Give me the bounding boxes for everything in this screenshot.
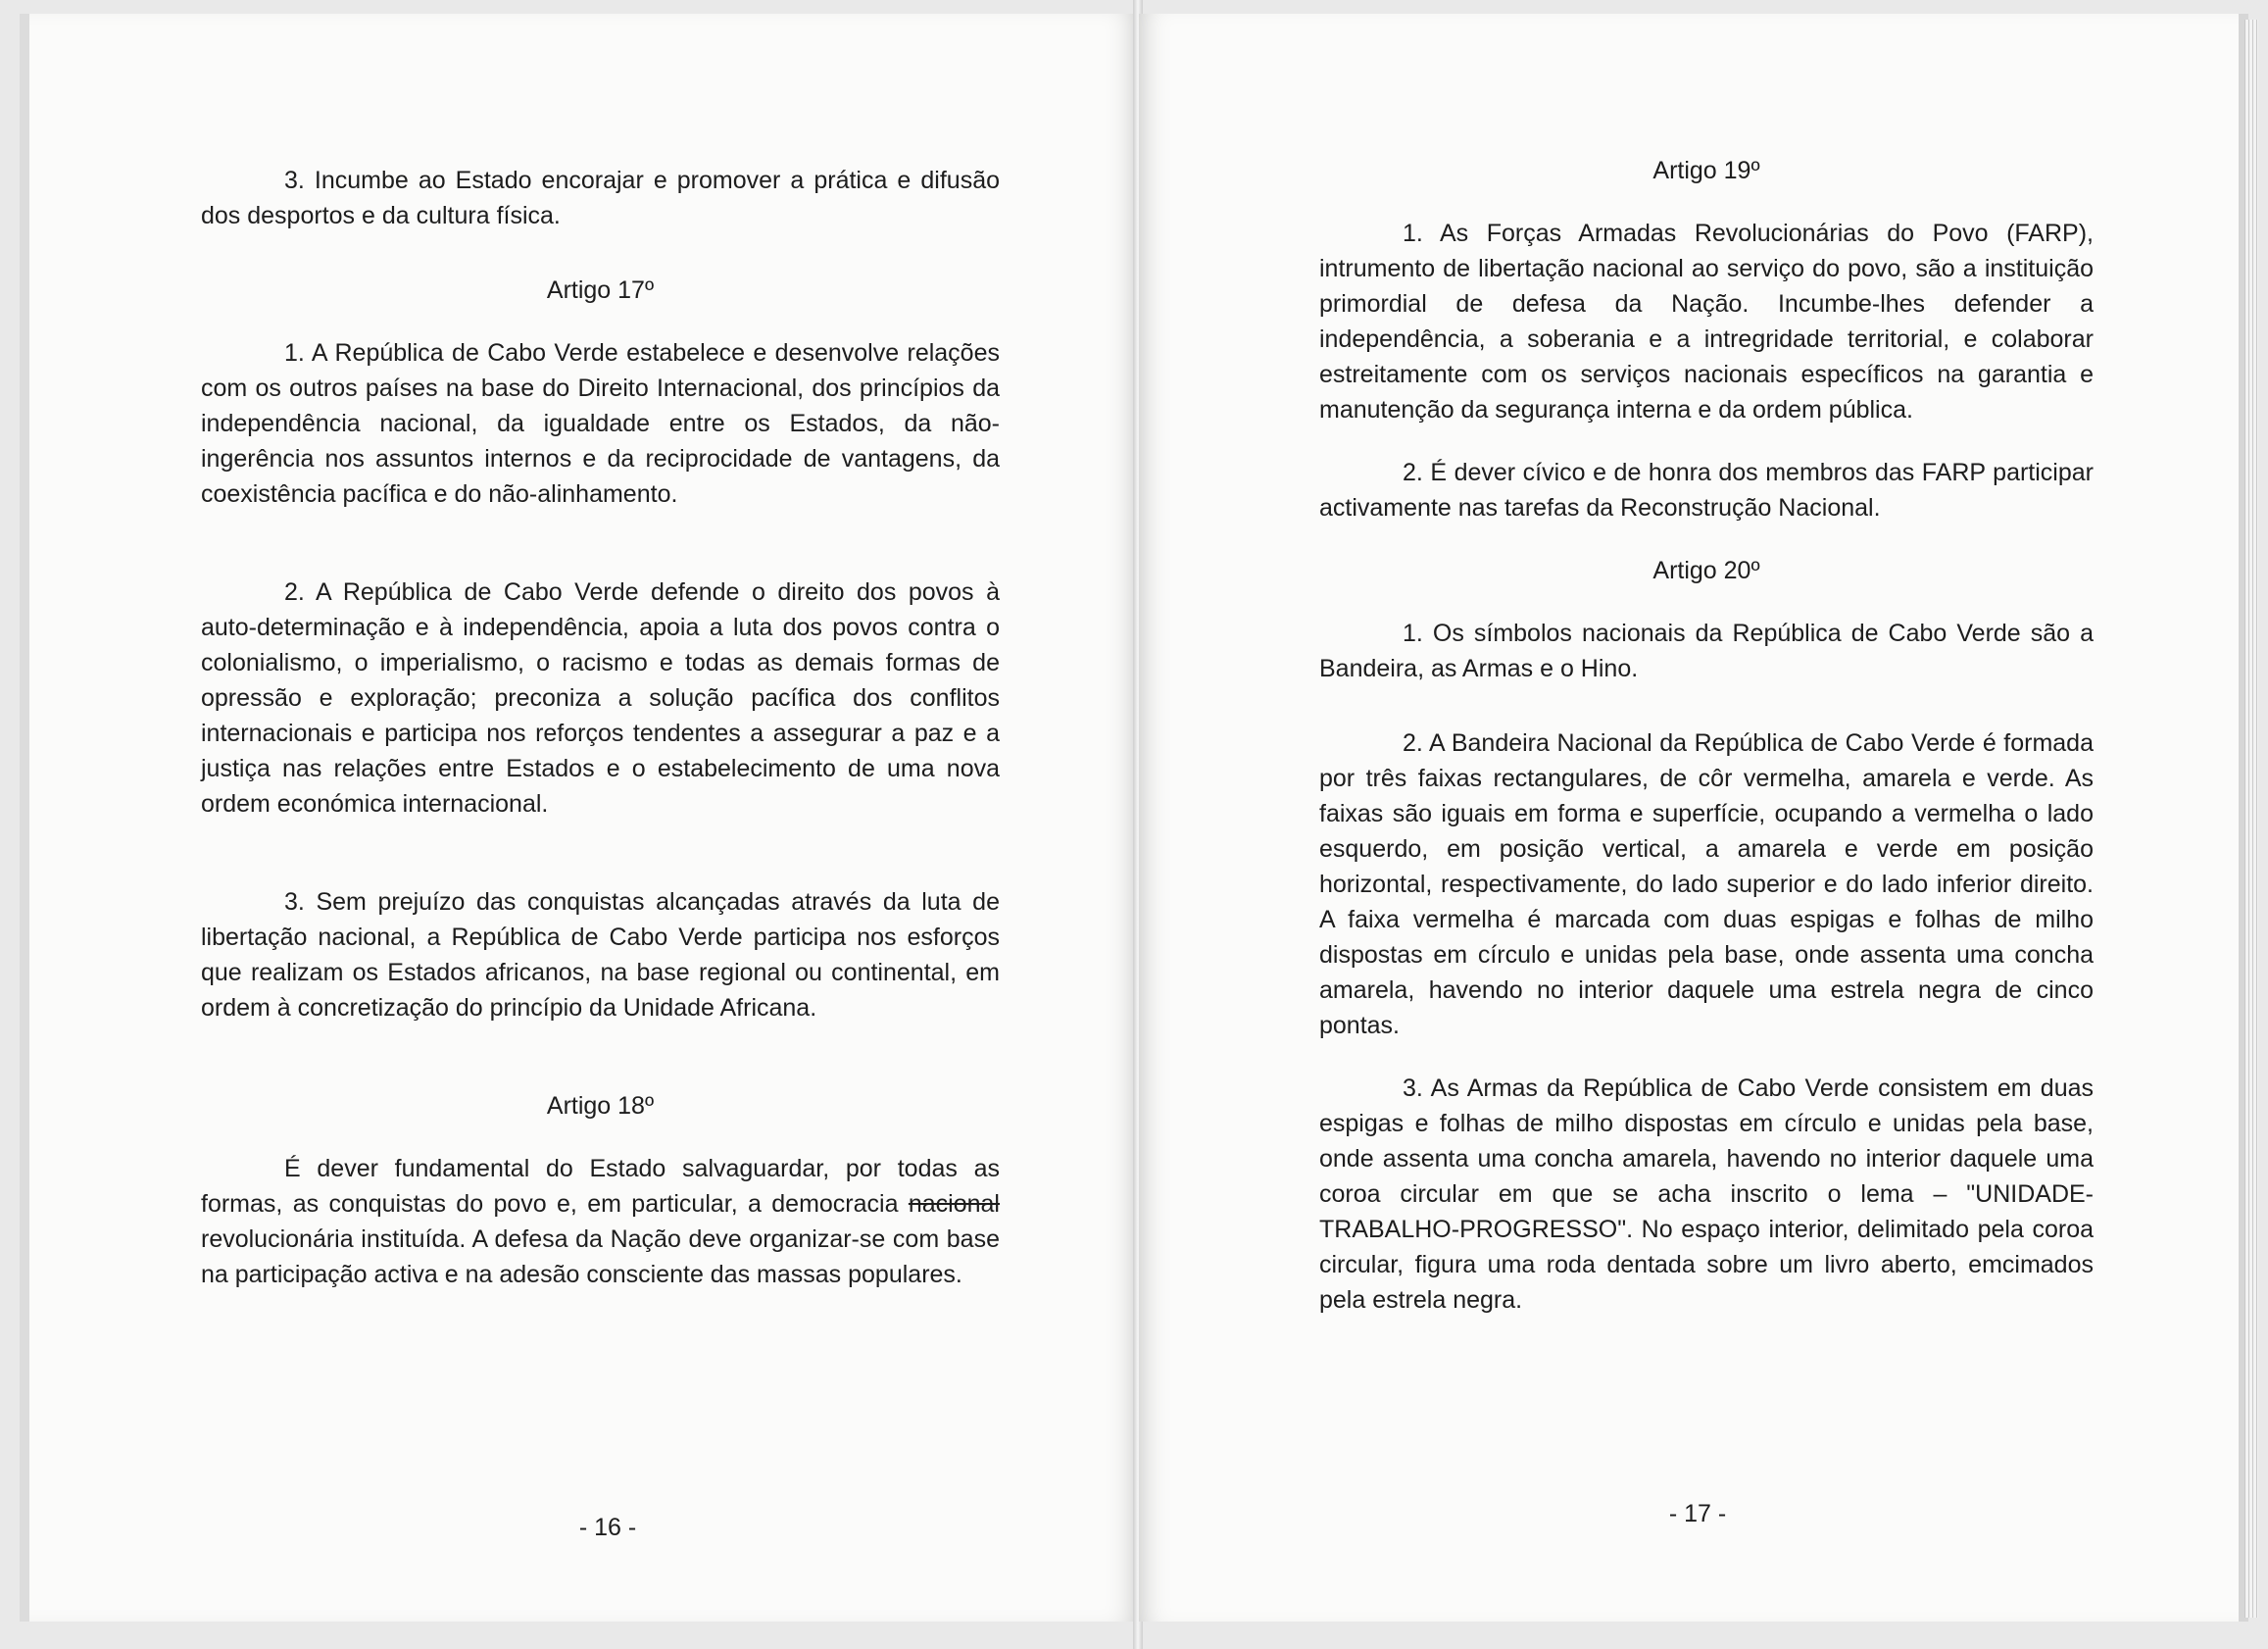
paragraph-art17-3: 3. Sem prejuízo das conquistas alcançadas através da luta de libertação nacional, a República de Cabo Verde participa nos esforços que realizam os Estados africanos, na base regional ou continental, em ordem à concretização do princípio da Unidade Africana.: [201, 888, 1000, 1022]
right-text-column: [1319, 153, 2094, 1318]
heading-artigo-19: Artigo 19º: [1652, 157, 1760, 184]
paragraph-art20-2: 2. A Bandeira Nacional da República de Cabo Verde é formada por três faixas rectangulares, de côr vermelha, amarela e verde. As faixas são iguais em forma e superfície, ocupando a vermelha o lado esquerdo, em posição vertical, a amarela e verde em posição horizontal, respectivamente, do lado superior e do lado inferior direito. A faixa vermelha é marcada com duas espigas e folhas de milho dispostas em círculo e unidas pela base, onde assenta uma concha amarela, havendo no interior daquele uma estrela negra de cinco pontas.: [1319, 729, 2094, 1039]
art18-text-a: É dever fundamental do Estado salvaguardar, por todas as formas, as conquistas do povo e, em particular, a democracia: [201, 1155, 1000, 1218]
page-edges: [2244, 20, 2258, 1618]
page-number-16: - 16 -: [578, 1514, 637, 1541]
paragraph-art17-2: 2. A República de Cabo Verde defende o direito dos povos à auto-determinação e à independência, apoia a luta dos povos contra o colonialismo, o imperialismo, o racismo e todas as demais formas de opressão e exploração; preconiza a solução pacífica dos conflitos internacionais e participa nos reforços tendentes a assegurar a paz e a justiça nas relações entre Estados e o estabelecimento de uma nova ordem económica internacional.: [201, 578, 1000, 818]
paragraph-sport-culture: 3. Incumbe ao Estado encorajar e promover a prática e difusão dos desportos e da cultura física.: [201, 167, 1000, 229]
paragraph-art19-1: 1. As Forças Armadas Revolucionárias do Povo (FARP), intrumento de libertação nacional ao serviço do povo, são a instituição primordial de defesa da Nação. Incumbe-lhes defender a independência, a soberania e a intregridade territorial, e colaborar estreitamente com os serviços nacionais específicos na garantia e manutenção da segurança interna e da ordem pública.: [1319, 220, 2094, 424]
heading-artigo-20: Artigo 20º: [1652, 557, 1760, 584]
art18-text-b: revolucionária instituída. A defesa da Nação deve organizar-se com base na participação activa e na adesão consciente das massas populares.: [201, 1225, 1000, 1288]
paragraph-art18: [201, 1151, 1000, 1292]
struck-word: nacional: [908, 1190, 1000, 1218]
paragraph-art20-1: 1. Os símbolos nacionais da República de Cabo Verde são a Bandeira, as Armas e o Hino.: [1319, 620, 2094, 682]
paragraph-art20-3: 3. As Armas da República de Cabo Verde consistem em duas espigas e folhas de milho dispostas em círculo e unidas pela base, onde assenta uma concha amarela, havendo no interior daquele uma coroa circular em que se acha inscrito o lema – "UNIDADE-TRABALHO-PROGRESSO". No espaço interior, delimitado pela coroa circular, figura uma roda dentada sobre um livro aberto, emcimados pela estrela negra.: [1319, 1074, 2094, 1314]
paragraph-art17-1: 1. A República de Cabo Verde estabelece e desenvolve relações com os outros países na base do Direito Internacional, dos princípios da independência nacional, da igualdade entre os Estados, da não-ingerência nos assuntos internos e da reciprocidade de vantagens, da coexistência pacífica e do não-alinhamento.: [201, 339, 1000, 508]
heading-artigo-18: Artigo 18º: [546, 1092, 655, 1120]
right-page: [1139, 14, 2248, 1622]
paragraph-art19-2: 2. É dever cívico e de honra dos membros das FARP participar activamente nas tarefas da Reconstrução Nacional.: [1319, 459, 2094, 522]
left-page: [20, 14, 1137, 1622]
page-number-17: - 17 -: [1668, 1500, 1727, 1527]
left-text-column: [201, 163, 1000, 1292]
heading-artigo-17: Artigo 17º: [546, 276, 655, 304]
